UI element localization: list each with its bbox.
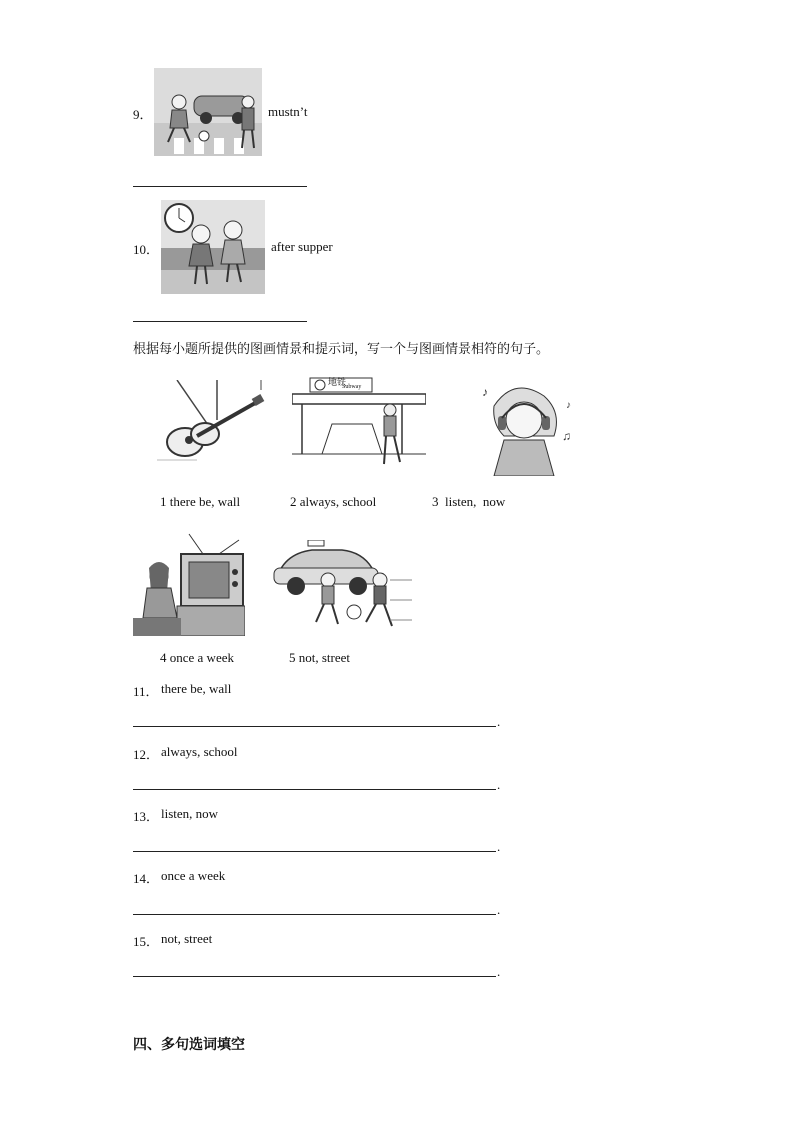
q13-number: 13．	[133, 809, 160, 824]
q11-number: 11．	[133, 684, 159, 699]
q9-hint: mustn’t	[268, 104, 308, 119]
q10-answer-line[interactable]	[133, 321, 307, 322]
q15-period: .	[497, 964, 501, 979]
q13-hint: listen, now	[161, 806, 219, 821]
q15-answer-line[interactable]	[133, 976, 496, 977]
svg-text:♫: ♫	[562, 429, 571, 443]
guitar-picture	[157, 380, 267, 466]
crossing-street-picture	[154, 68, 262, 156]
svg-text:♪: ♪	[482, 385, 488, 399]
caption-4: 4 once a week	[160, 650, 234, 665]
q12-period: .	[497, 777, 501, 792]
q11-answer-line[interactable]	[133, 726, 496, 727]
football-street-picture	[272, 540, 412, 636]
q14-number: 14．	[133, 871, 160, 886]
svg-text:♪: ♪	[566, 400, 571, 411]
q10-number: 10．	[133, 242, 160, 257]
q14-answer-line[interactable]	[133, 914, 496, 915]
q15-number: 15．	[133, 934, 160, 949]
q10-hint: after supper	[271, 239, 333, 254]
q9-answer-line[interactable]	[133, 186, 307, 187]
instruction-text: 根据每小题所提供的图画情景和提示词，写一个与图画情景相符的句子。	[133, 342, 550, 357]
q12-hint: always, school	[161, 744, 238, 759]
caption-1: 1 there be, wall	[160, 494, 241, 509]
listening-picture	[474, 376, 580, 476]
section-title: 四、多句选词填空	[133, 1037, 245, 1053]
q12-answer-line[interactable]	[133, 789, 496, 790]
q11-hint: there be, wall	[161, 681, 232, 696]
caption-3: 3 listen, now	[432, 494, 506, 509]
q13-answer-line[interactable]	[133, 851, 496, 852]
q15-hint: not, street	[161, 931, 213, 946]
q13-period: .	[497, 839, 501, 854]
tv-picture	[133, 532, 245, 636]
subway-sign-en-text: Subway	[342, 384, 362, 390]
girls-walking-picture	[161, 200, 265, 294]
q12-number: 12．	[133, 747, 160, 762]
q14-hint: once a week	[161, 868, 226, 883]
caption-5: 5 not, street	[289, 650, 351, 665]
subway-picture	[292, 374, 426, 474]
caption-2: 2 always, school	[290, 494, 377, 509]
q11-period: .	[497, 714, 501, 729]
q14-period: .	[497, 902, 501, 917]
q9-number: 9．	[133, 107, 153, 122]
subway-sign-text: 地铁	[328, 378, 347, 388]
